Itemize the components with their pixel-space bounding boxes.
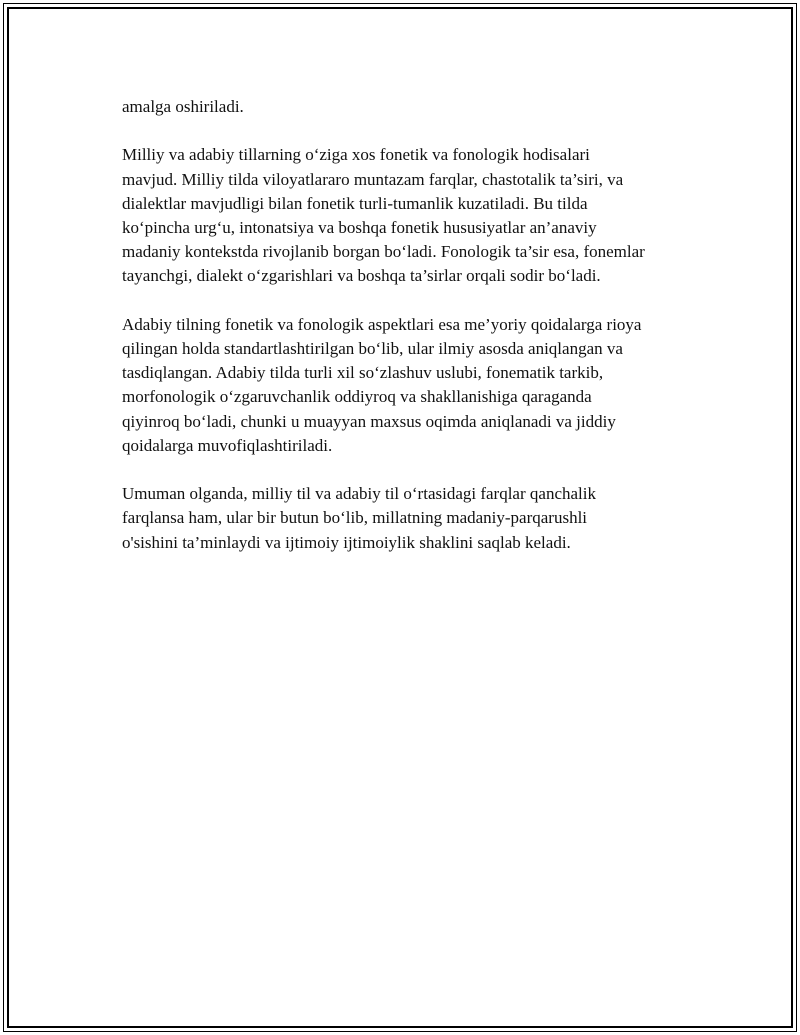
paragraph-1 [122,95,707,119]
text-line: qiyinroq bo‘ladi, chunki u muayyan maxsus oqimda aniqlanadi va jiddiy [122,411,616,431]
text-line: o'sishini ta’minlaydi va ijtimoiy ijtimoiylik shaklini saqlab keladi. [122,532,571,552]
text-line: dialektlar mavjudligi bilan fonetik turli-tumanlik kuzatiladi. Bu tilda [122,193,588,213]
text-line: Milliy va adabiy tillarning o‘ziga xos fonetik va fonologik hodisalari [122,145,590,165]
text-line: ko‘pincha urg‘u, intonatsiya va boshqa fonetik hususiyatlar an’anaviy [122,218,597,237]
text-line: madaniy kontekstda rivojlanib borgan bo‘ladi. Fonologik ta’sir esa, fonemlar [122,242,645,262]
text-line: tasdiqlangan. Adabiy tilda turli xil so‘zlashuv uslubi, fonematik tarkib, [122,363,604,383]
document-page [3,3,797,1032]
text-line: tayanchgi, dialekt o‘zgarishlari va boshqa ta’sirlar orqali sodir bo‘ladi. [122,266,601,286]
text-line: qoidalarga muvofiqlashtiriladi. [122,435,333,455]
paragraph-3 [122,313,707,458]
text-line: Adabiy tilning fonetik va fonologik aspektlari esa me’yoriy qoidalarga rioya [122,314,642,334]
text-line: farqlansa ham, ular bir butun bo‘lib, millatning madaniy-parqarushli [122,508,588,528]
text-line: mavjud. Milliy tilda viloyatlararo muntazam farqlar, chastotalik ta’siri, va [122,169,624,189]
paragraph-4 [122,482,707,555]
paragraph-2 [122,143,707,288]
text-line: Umuman olganda, milliy til va adabiy til o‘rtasidagi farqlar qanchalik [122,484,596,504]
document-body [122,95,707,579]
text-line: amalga oshiriladi. [122,97,244,116]
text-line: qilingan holda standartlashtirilgan bo‘lib, ular ilmiy asosda aniqlangan va [122,339,623,358]
text-line: morfonologik o‘zgaruvchanlik oddiyroq va shakllanishiga qaraganda [122,387,592,407]
